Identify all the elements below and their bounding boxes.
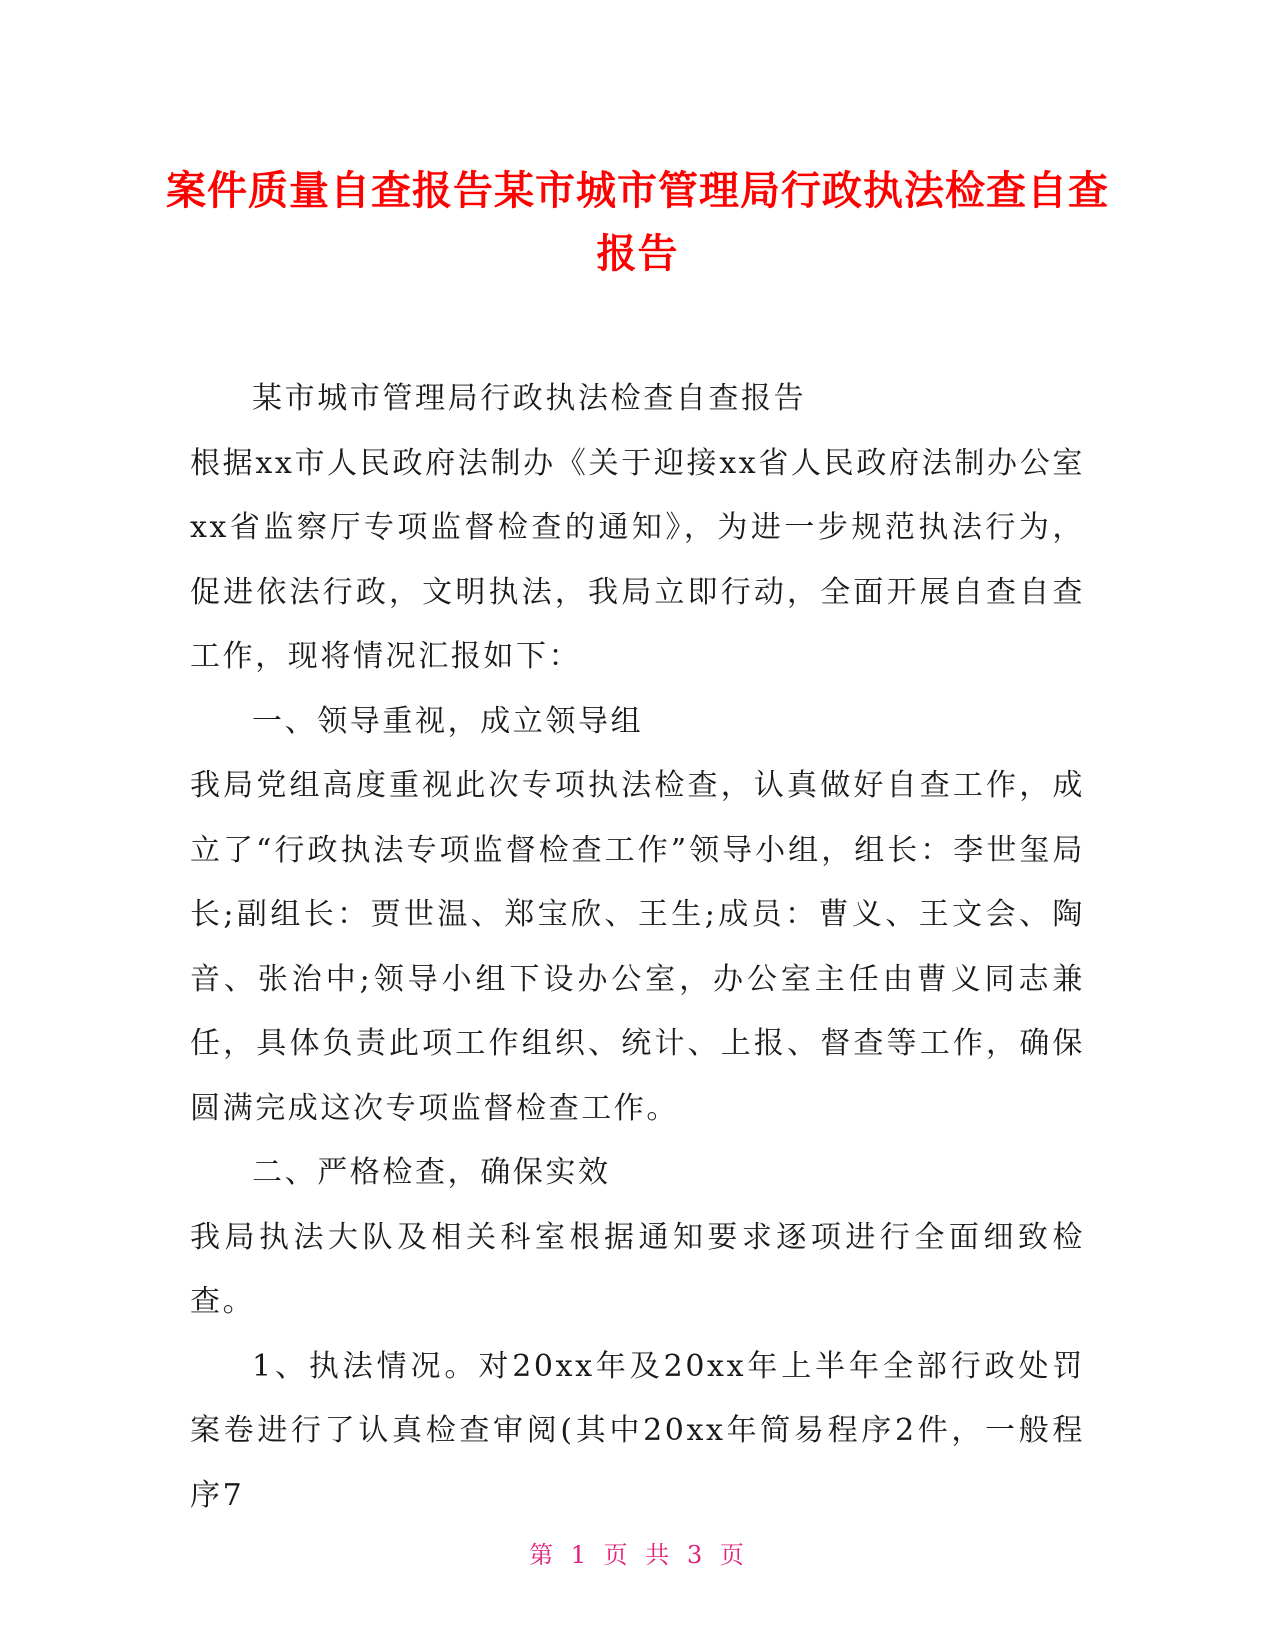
document-body xyxy=(190,367,1085,1528)
section-2-paragraph: 我局执法大队及相关科室根据通知要求逐项进行全面细致检查。 xyxy=(190,1219,1085,1319)
section-1-paragraph: 我局党组高度重视此次专项执法检查，认真做好自查工作，成立了“行政执法专项监督检查工作”领导小组，组长：李世玺局长;副组长：贾世温、郑宝欣、王生;成员：曹义、王文会、陶音、张治中;领导小组下设办公室，办公室主任由曹义同志兼任，具体负责此项工作组织、统计、上报、督查等工作，确保圆满完成这次专项监督检查工作。 xyxy=(190,768,1085,1126)
document-title: 案件质量自查报告某市城市管理局行政执法检查自查报告 xyxy=(166,168,1109,277)
subtitle-paragraph: 某市城市管理局行政执法检查自查报告 xyxy=(252,381,807,416)
item-1-paragraph: 1、执法情况。对20xx年及20xx年上半年全部行政处罚案卷进行了认真检查审阅(其中20xx年简易程序2件，一般程序7 xyxy=(190,1348,1085,1513)
section-heading-1: 一、领导重视，成立领导组 xyxy=(252,703,644,739)
page-number-footer: 第 1 页 共 3 页 xyxy=(529,1541,746,1569)
intro-paragraph: 根据xx市人民政府法制办《关于迎接xx省人民政府法制办公室xx省监察厅专项监督检查的通知》，为进一步规范执法行为，促进依法行政，文明执法，我局立即行动，全面开展自查自查工作，现将情况汇报如下： xyxy=(190,445,1085,674)
section-heading-2: 二、严格检查，确保实效 xyxy=(252,1155,611,1190)
